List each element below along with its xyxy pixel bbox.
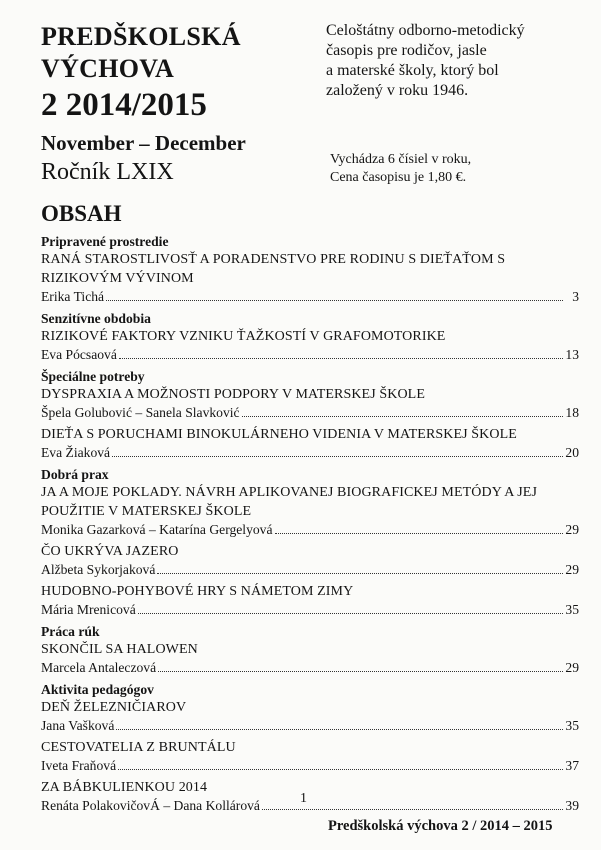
article-title: DEŇ ŽELEZNIČIAROV	[41, 700, 187, 715]
article-title: DIEŤA S PORUCHAMI BINOKULÁRNEHO VIDENIA V MATERSKEJ ŠKOLE	[41, 427, 517, 442]
article-title: CESTOVATELIA Z BRUNTÁLU	[41, 740, 236, 755]
toc-entry	[41, 542, 579, 579]
toc-section	[41, 623, 579, 677]
publication-frequency: Vychádza 6 čísiel v roku, Cena časopisu je 1,80 €.	[330, 152, 472, 185]
toc-section	[41, 233, 579, 306]
article-title: ČO UKRÝVA JAZERO	[41, 544, 179, 559]
article-authors: Eva Pócsaová	[41, 347, 117, 362]
toc-entry	[41, 640, 579, 677]
toc-entry	[41, 250, 579, 306]
article-page-number: 29	[565, 562, 579, 577]
article-authors: Monika Gazarková – Katarína Gergelyová	[41, 522, 273, 537]
dot-leader	[119, 358, 563, 359]
article-authors: Renáta PolakovičovÁ – Dana Kollárová	[41, 798, 260, 813]
article-title: RIZIKOVÉ FAKTORY VZNIKU ŤAŽKOSTÍ V GRAFOMOTORIKE	[41, 329, 446, 344]
article-page-number: 13	[565, 347, 579, 362]
toc-entry	[41, 327, 579, 364]
article-title: ZA BÁBKULIENKOU 2014	[41, 780, 208, 795]
article-author-line	[41, 797, 579, 815]
magazine-title-line1: PREDŠKOLSKÁ	[41, 22, 241, 51]
contents-heading: OBSAH	[41, 201, 122, 226]
article-authors: Marcela Antaleczová	[41, 660, 157, 675]
article-authors: Erika Tichá	[41, 289, 105, 304]
section-heading: Senzitívne obdobia	[41, 311, 151, 326]
article-author-line	[41, 346, 579, 364]
article-title: DYSPRAXIA A MOŽNOSTI PODPORY V MATERSKEJ ŠKOLE	[41, 387, 425, 402]
volume-label: Ročník LXIX	[41, 159, 174, 185]
dot-leader	[158, 671, 563, 672]
article-page-number: 20	[565, 445, 579, 460]
article-author-line	[41, 717, 579, 735]
dot-leader	[116, 729, 563, 730]
article-title: HUDOBNO-POHYBOVÉ HRY S NÁMETOM ZIMY	[41, 584, 354, 599]
table-of-contents	[41, 233, 579, 819]
section-heading: Práca rúk	[41, 624, 100, 639]
toc-entry	[41, 738, 579, 775]
page-footer: Predškolská výchova 2 / 2014 – 2015	[328, 818, 553, 834]
toc-entry	[41, 483, 579, 539]
article-authors: Jana Vašková	[41, 718, 115, 733]
dot-leader	[138, 613, 563, 614]
dot-leader	[275, 533, 563, 534]
magazine-description: Celoštátny odborno-metodický časopis pre rodičov, jasle a materské školy, ktorý bol založený v roku 1946.	[326, 22, 525, 99]
article-page-number: 29	[565, 522, 579, 537]
article-title: SKONČIL SA HALOWEN	[41, 642, 198, 657]
article-author-line	[41, 288, 579, 306]
toc-entry	[41, 385, 579, 422]
toc-entry	[41, 425, 579, 462]
article-page-number: 18	[565, 405, 579, 420]
toc-entry	[41, 778, 579, 815]
article-title: JA A MOJE POKLADY. NÁVRH APLIKOVANEJ BIOGRAFICKEJ METÓDY A JEJ POUŽITIE V MATERSKEJ ŠKOLE	[41, 485, 538, 519]
article-author-line	[41, 521, 579, 539]
article-authors: Mária Mrenicová	[41, 602, 136, 617]
section-heading: Pripravené prostredie	[41, 234, 169, 249]
toc-section	[41, 310, 579, 364]
article-authors: Špela Golubović – Sanela Slavković	[41, 405, 240, 420]
article-author-line	[41, 561, 579, 579]
article-page-number: 35	[565, 602, 579, 617]
article-page-number: 3	[572, 289, 579, 304]
section-heading: Špeciálne potreby	[41, 369, 145, 384]
article-authors: Iveta Fraňová	[41, 758, 117, 773]
article-page-number: 29	[565, 660, 579, 675]
magazine-title-line2: VÝCHOVA	[41, 54, 175, 83]
dot-leader	[118, 769, 563, 770]
issue-number: 2 2014/2015	[41, 87, 207, 123]
article-authors: Alžbeta Sykorjaková	[41, 562, 156, 577]
article-page-number: 35	[565, 718, 579, 733]
article-author-line	[41, 757, 579, 775]
toc-section	[41, 466, 579, 619]
section-heading: Aktivita pedagógov	[41, 682, 154, 697]
article-authors: Eva Žiaková	[41, 445, 111, 460]
article-title: RANÁ STAROSTLIVOSŤ A PORADENSTVO PRE RODINU S DIEŤAŤOM S RIZIKOVÝM VÝVINOM	[41, 252, 506, 286]
toc-entry	[41, 582, 579, 619]
dot-leader	[112, 456, 563, 457]
article-page-number: 37	[565, 758, 579, 773]
article-author-line	[41, 659, 579, 677]
article-page-number: 39	[565, 798, 579, 813]
toc-section	[41, 368, 579, 462]
dot-leader	[242, 416, 563, 417]
toc-section	[41, 681, 579, 815]
dot-leader	[106, 300, 563, 301]
toc-entry	[41, 698, 579, 735]
article-author-line	[41, 404, 579, 422]
article-author-line	[41, 444, 579, 462]
section-heading: Dobrá prax	[41, 467, 109, 482]
page-number: 1	[300, 791, 307, 806]
article-author-line	[41, 601, 579, 619]
issue-months: November – December	[41, 131, 246, 155]
dot-leader	[262, 809, 563, 810]
dot-leader	[157, 573, 563, 574]
